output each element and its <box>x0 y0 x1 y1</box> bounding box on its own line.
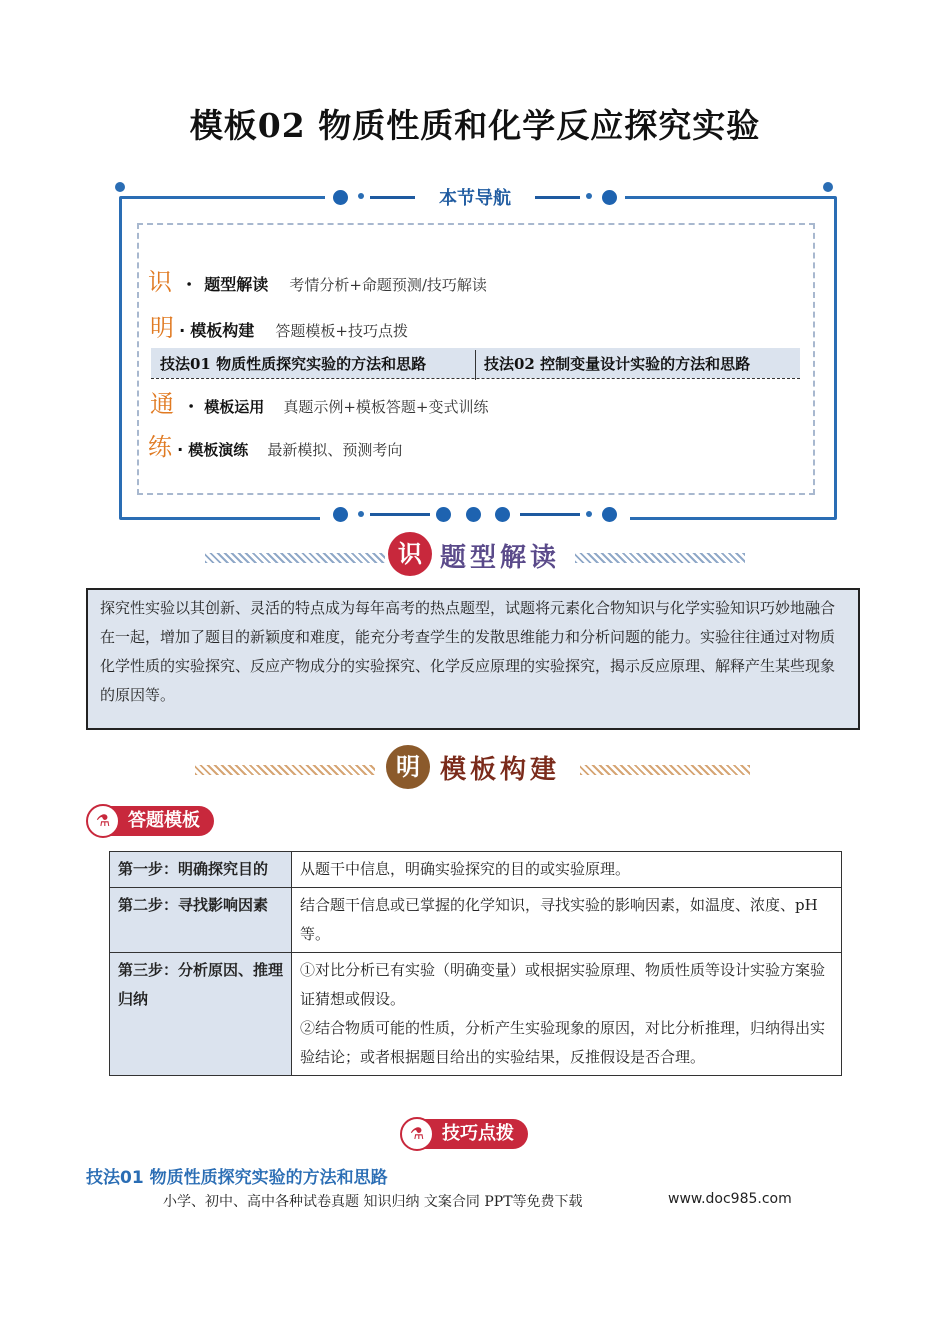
flask-icon: ⚗ <box>86 804 120 838</box>
footer-dot <box>602 507 617 522</box>
step-label: 第一步：明确探究目的 <box>110 852 292 888</box>
nav-row-desc: 真题示例+模板答题+变式训练 <box>283 398 489 416</box>
page-title: 模板02 物质性质和化学反应探究实验 <box>189 106 761 145</box>
corner-dot <box>115 182 125 192</box>
banner-seal-shi: 识 <box>388 532 432 576</box>
banner-stripe-right <box>580 765 750 775</box>
nav-row-tong[interactable] <box>150 384 488 419</box>
nav-row-head: 题型解读 <box>204 275 269 294</box>
nav-row-head: 模板运用 <box>204 398 265 416</box>
nav-row-desc: 答题模板+技巧点拨 <box>275 322 408 340</box>
skill-link-02[interactable]: 技法02 控制变量设计实验的方法和思路 <box>484 355 751 373</box>
footer-dot <box>358 511 364 517</box>
table-row <box>110 852 842 888</box>
banner-title-moban: 模板构建 <box>440 755 561 785</box>
answer-template-table <box>109 851 842 1076</box>
nav-row-desc: 最新模拟、预测考向 <box>267 441 403 459</box>
skill-separator <box>475 350 476 380</box>
nav-row-sep: ・ <box>183 397 200 416</box>
footer-dot <box>436 507 451 522</box>
banner-stripe-left <box>205 553 385 563</box>
nav-row-sep: · <box>177 440 184 459</box>
banner-seal-ming: 明 <box>386 745 430 789</box>
step-desc: 从题干中信息，明确实验探究的目的或实验原理。 <box>292 852 842 888</box>
footer-line <box>370 513 430 516</box>
footer-dot <box>586 511 592 517</box>
table-row <box>110 953 842 1076</box>
nav-row-desc: 考情分析+命题预测/技巧解读 <box>289 276 487 294</box>
technique-01-heading: 技法01 物质性质探究实验的方法和思路 <box>86 1168 388 1188</box>
header-dot <box>333 190 348 205</box>
nav-row-lian[interactable] <box>148 427 402 462</box>
header-dot <box>602 190 617 205</box>
step-desc-line: ①对比分析已有实验（明确变量）或根据实验原理、物质性质等设计实验方案验证猜想或假设。 <box>300 961 826 1008</box>
footer-dot <box>495 507 510 522</box>
banner-stripe-left <box>195 765 375 775</box>
nav-row-char: 明 <box>150 314 174 342</box>
intro-text: 探究性实验以其创新、灵活的特点成为每年高考的热点题型，试题将元素化合物知识与化学实验知识巧妙地融合在一起，增加了题目的新颖度和难度，能充分考查学生的发散思维能力和分析问题的能力。实验往往通过对物质化学性质的实验探究、反应产物成分的实验探究、化学反应原理的实验探究，揭示反应原理、解释产生某些现象的原因等。 <box>100 599 836 704</box>
banner-title-tixing: 题型解读 <box>440 543 561 573</box>
nav-row-char: 识 <box>148 268 172 296</box>
nav-row-head: 模板演练 <box>188 441 249 459</box>
footer-text: 小学、初中、高中各种试卷真题 知识归纳 文案合同 PPT等免费下载 <box>163 1194 583 1210</box>
footer-dot <box>333 507 348 522</box>
table-row <box>110 888 842 953</box>
nav-row-shi[interactable] <box>148 262 487 297</box>
step-label: 第二步：寻找影响因素 <box>110 888 292 953</box>
banner-stripe-right <box>575 553 745 563</box>
header-dot <box>358 193 364 199</box>
footer-dot <box>466 507 481 522</box>
footer-line <box>520 513 580 516</box>
nav-row-char: 通 <box>150 390 174 418</box>
nav-header: 本节导航 <box>439 188 511 209</box>
nav-row-sep: · <box>179 321 186 340</box>
step-label: 第三步：分析原因、推理归纳 <box>110 953 292 1076</box>
step-desc-line: ②结合物质可能的性质，分析产生实验现象的原因，对比分析推理，归纳得出实验结论；或者根据题目给出的实验结果，反推假设是否合理。 <box>300 1019 826 1066</box>
nav-row-head: 模板构建 <box>190 321 255 340</box>
nav-row-sep: ・ <box>181 275 198 294</box>
skill-dashed-line <box>151 378 800 379</box>
footer-url[interactable]: www.doc985.com <box>668 1191 792 1207</box>
step-desc <box>292 953 842 1076</box>
flask-icon: ⚗ <box>400 1117 434 1151</box>
section-pill-tips: 技巧点拨 <box>404 1119 528 1149</box>
header-dot <box>586 193 592 199</box>
corner-dot <box>823 182 833 192</box>
step-desc: 结合题干信息或已掌握的化学知识，寻找实验的影响因素，如温度、浓度、pH等。 <box>292 888 842 953</box>
skill-link-01[interactable]: 技法01 物质性质探究实验的方法和思路 <box>160 355 427 373</box>
nav-row-ming[interactable] <box>150 308 408 343</box>
nav-row-char: 练 <box>148 433 172 461</box>
header-line <box>370 196 415 199</box>
header-line <box>535 196 580 199</box>
section-pill-answer-template: 答题模板 <box>90 806 214 836</box>
